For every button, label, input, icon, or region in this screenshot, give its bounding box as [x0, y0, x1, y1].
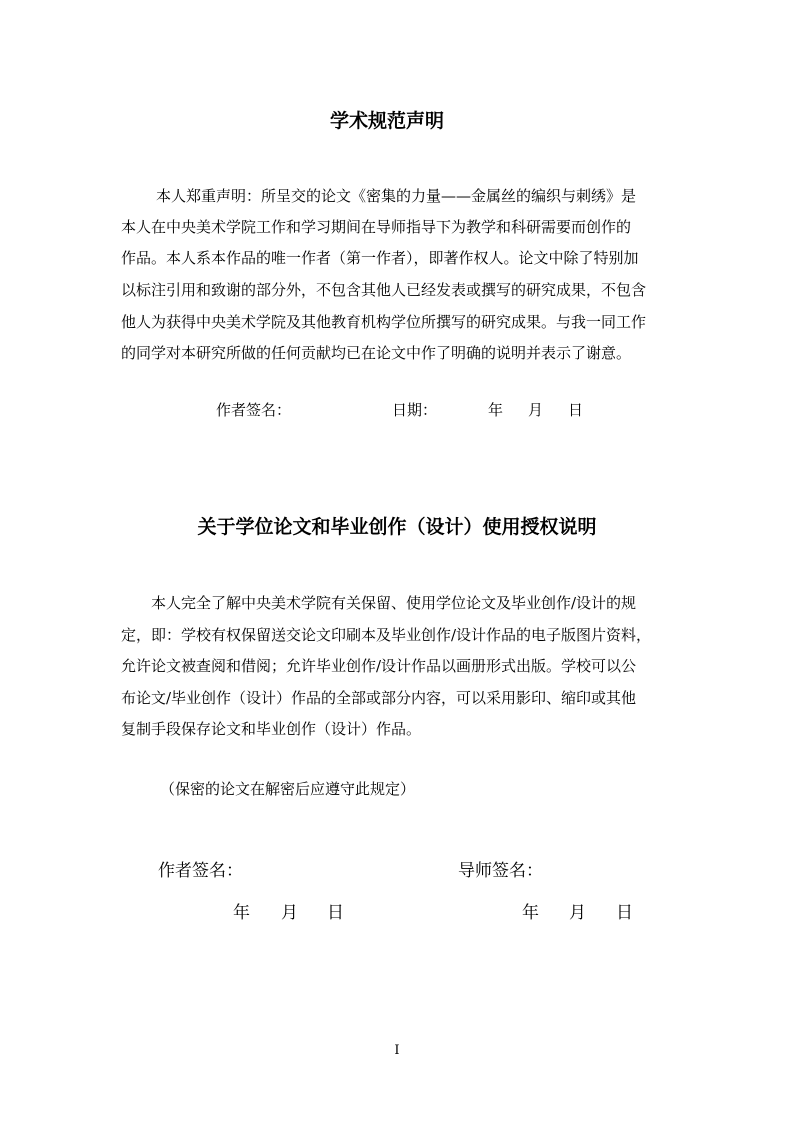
advisor-date-month: 月: [569, 903, 586, 923]
declaration-line-3: 作品。本人系本作品的唯一作者（第一作者），即著作权人。论文中除了特别加: [121, 249, 639, 267]
declaration-line-6: 的同学对本研究所做的任何贡献均已在论文中作了明确的说明并表示了谢意。: [121, 344, 632, 362]
authorization-title: 关于学位论文和毕业创作（设计）使用授权说明: [197, 516, 597, 538]
declaration-day: 日: [568, 401, 584, 419]
authorization-author-sign-label: 作者签名：: [158, 861, 243, 881]
authorization-line-3: 允许论文被查阅和借阅；允许毕业创作/设计作品以画册形式出版。学校可以公: [121, 657, 637, 675]
declaration-date-label: 日期：: [392, 401, 438, 419]
declaration-author-sign-label: 作者签名：: [216, 401, 292, 419]
author-date-month: 月: [281, 903, 298, 923]
author-date-day: 日: [327, 903, 344, 923]
declaration-line-4: 以标注引用和致谢的部分外，不包含其他人已经发表或撰写的研究成果，不包含: [121, 281, 647, 299]
confidential-note: （保密的论文在解密后应遵守此规定）: [160, 780, 416, 798]
declaration-line-2: 本人在中央美术学院工作和学习期间在导师指导下为教学和科研需要而创作的: [121, 218, 632, 236]
declaration-line-5: 他人为获得中央美术学院及其他教育机构学位所撰写的研究成果。与我一同工作: [121, 313, 647, 331]
author-date-year: 年: [233, 903, 250, 923]
page-number: I: [394, 1043, 400, 1058]
declaration-month: 月: [528, 401, 544, 419]
authorization-line-4: 布论文/毕业创作（设计）作品的全部或部分内容，可以采用影印、缩印或其他: [121, 689, 637, 707]
declaration-title: 学术规范声明: [329, 110, 444, 132]
authorization-line-2: 定，即：学校有权保留送交论文印刷本及毕业创作/设计作品的电子版图片资料，: [121, 626, 652, 644]
declaration-line-1: 本人郑重声明：所呈交的论文《密集的力量——金属丝的编织与刺绣》是: [156, 187, 637, 205]
declaration-year: 年: [488, 401, 504, 419]
authorization-line-1: 本人完全了解中央美术学院有关保留、使用学位论文及毕业创作/设计的规: [151, 594, 637, 612]
advisor-date-year: 年: [522, 903, 539, 923]
authorization-line-5: 复制手段保存论文和毕业创作（设计）作品。: [121, 720, 422, 738]
advisor-sign-label: 导师签名：: [458, 861, 543, 881]
advisor-date-day: 日: [616, 903, 633, 923]
